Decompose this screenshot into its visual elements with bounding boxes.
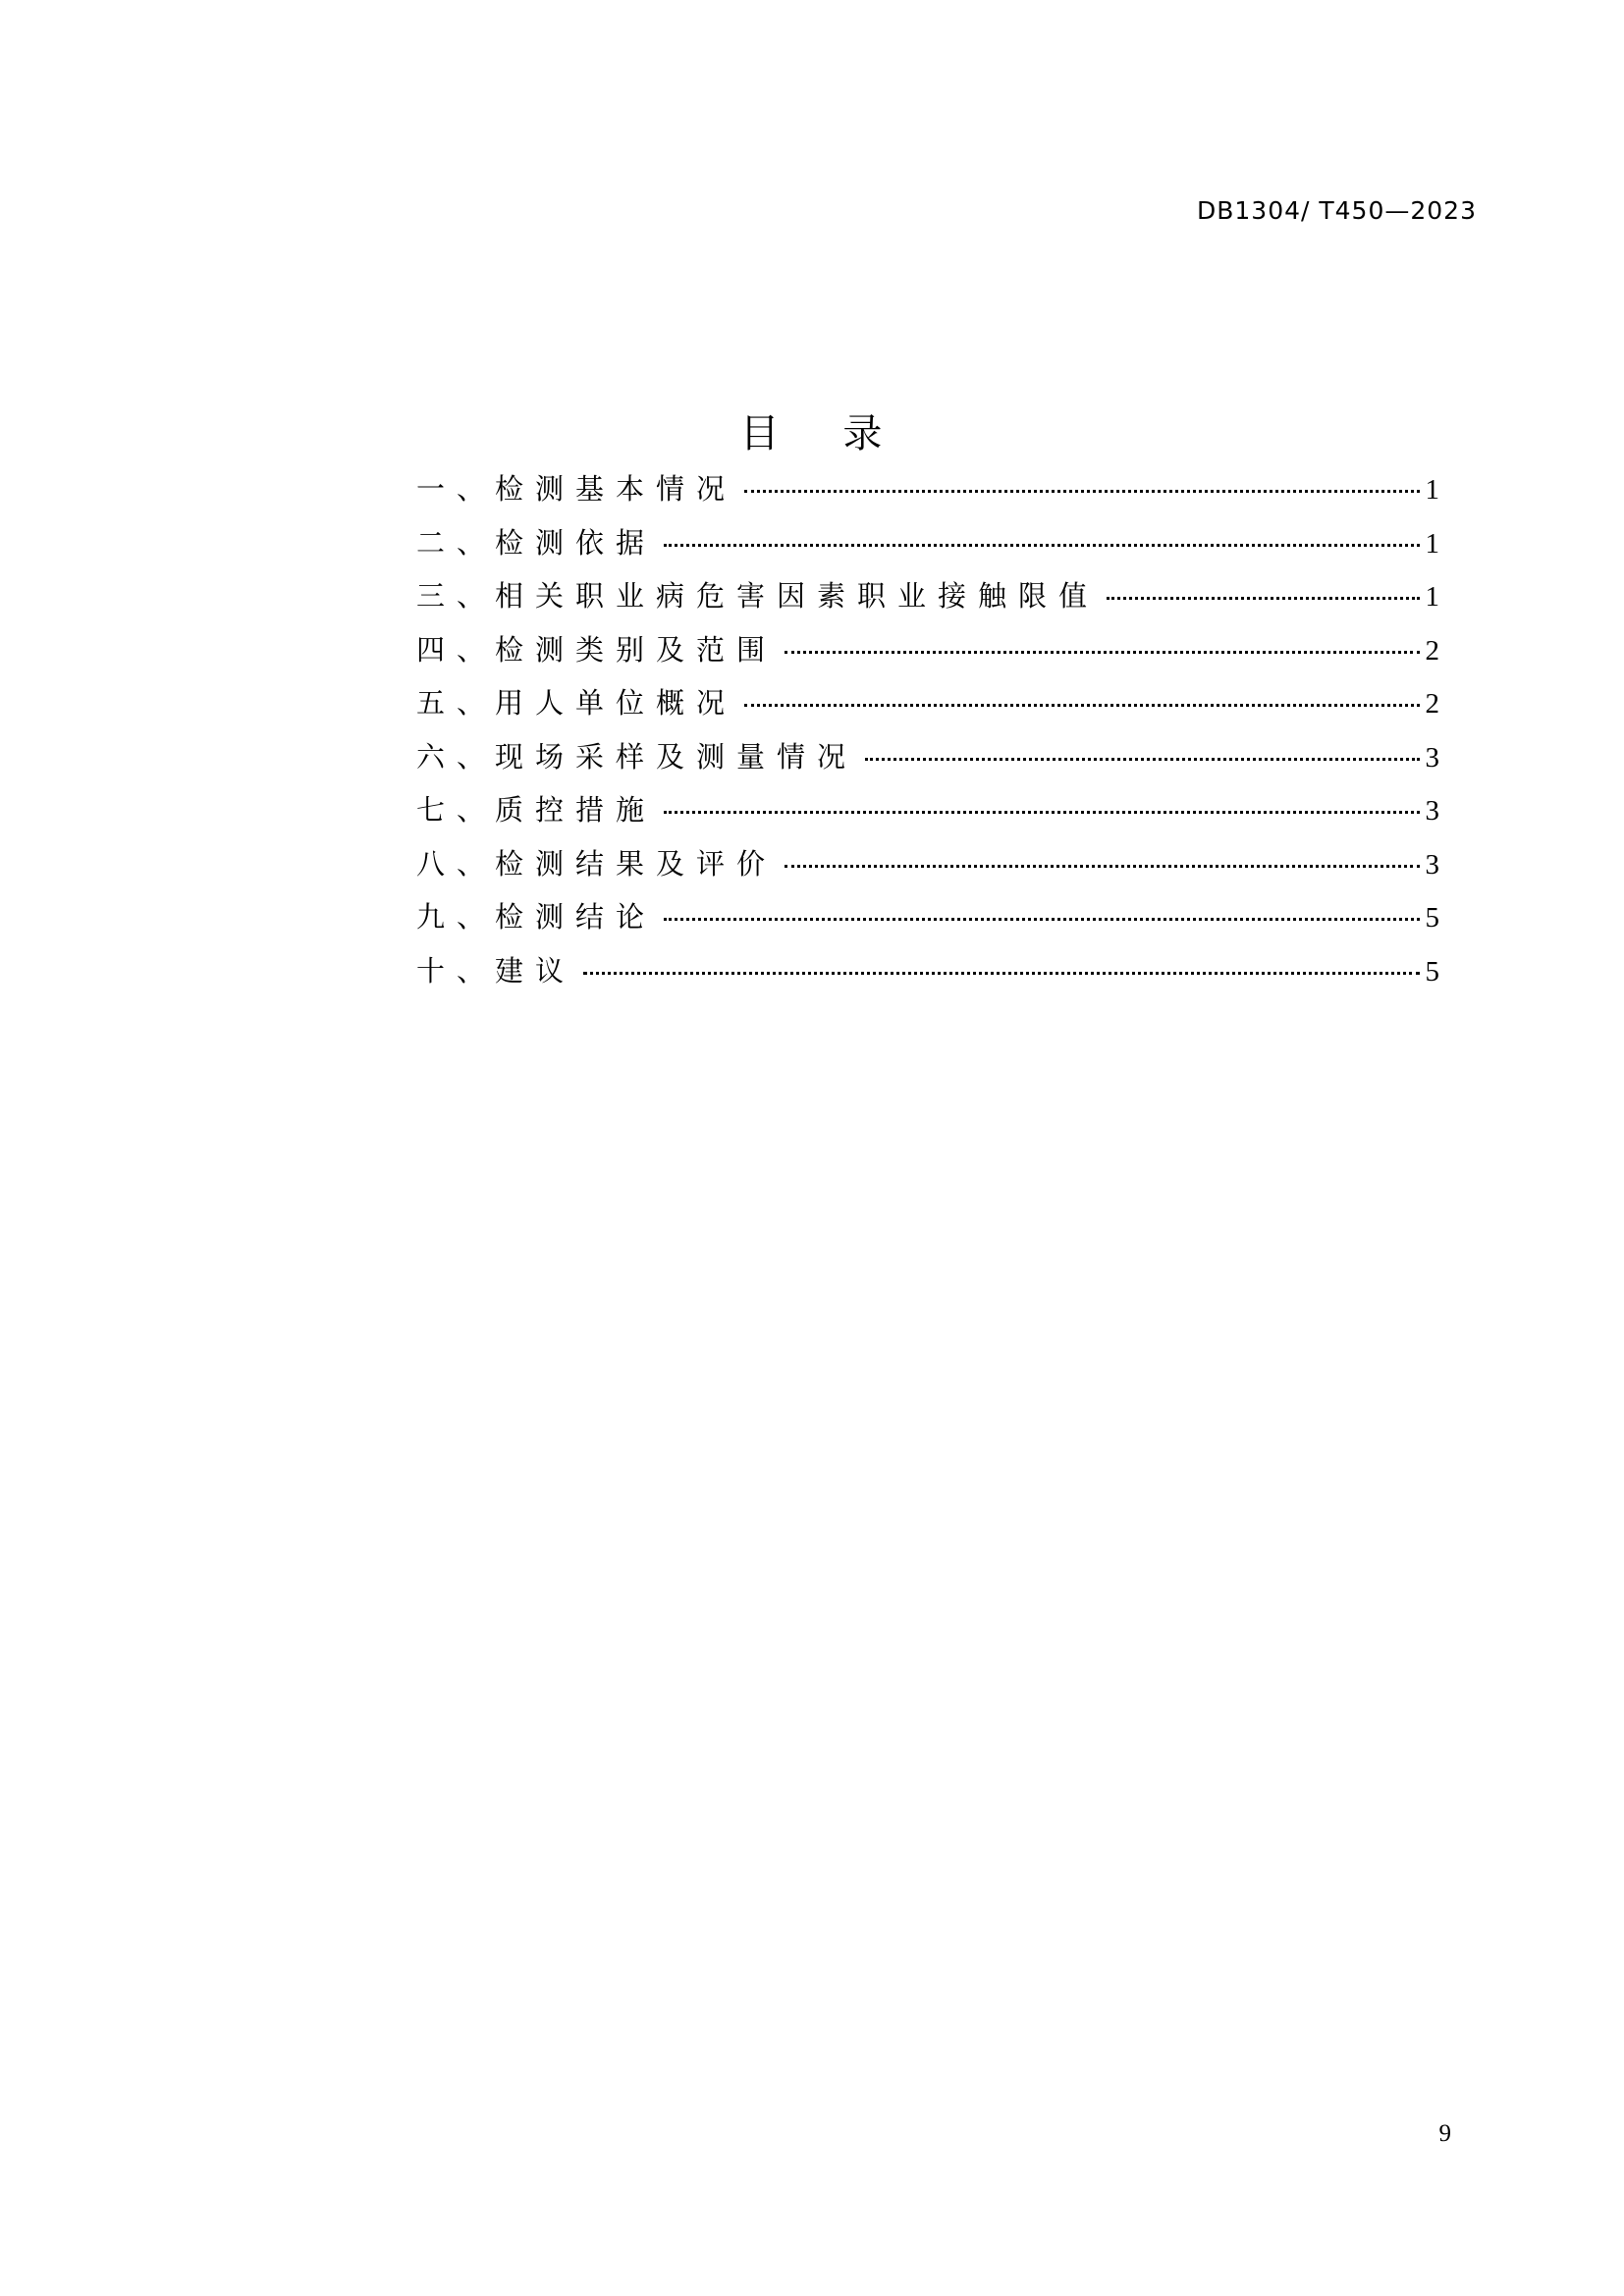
toc-entry[interactable] bbox=[416, 783, 1439, 837]
toc-entry-label: 质控措施 bbox=[495, 793, 657, 827]
toc-entry-label: 检测结果及评价 bbox=[495, 846, 778, 881]
dot-leader bbox=[664, 544, 1419, 547]
page-number: 9 bbox=[1438, 2120, 1451, 2147]
toc-entry[interactable] bbox=[416, 516, 1439, 570]
toc-entry-number: 六、 bbox=[416, 739, 498, 774]
toc-entry-page: 3 bbox=[1425, 848, 1439, 881]
toc-entry-number: 四、 bbox=[416, 632, 498, 667]
toc-entry-page: 5 bbox=[1425, 902, 1439, 934]
table-of-contents bbox=[416, 462, 1439, 997]
toc-entry-page: 5 bbox=[1425, 955, 1439, 988]
toc-entry[interactable] bbox=[416, 890, 1439, 944]
document-code: DB1304/ T450—2023 bbox=[1196, 196, 1477, 225]
toc-entry[interactable] bbox=[416, 944, 1439, 998]
dot-leader bbox=[664, 918, 1419, 921]
toc-title: 目 录 bbox=[739, 411, 885, 456]
toc-entry-number: 五、 bbox=[416, 686, 498, 720]
toc-entry-page: 2 bbox=[1425, 634, 1439, 667]
toc-entry-label: 检测结论 bbox=[495, 900, 657, 934]
dot-leader bbox=[1107, 597, 1419, 600]
toc-entry-page: 2 bbox=[1425, 688, 1439, 720]
toc-entry[interactable] bbox=[416, 730, 1439, 784]
toc-entry-number: 八、 bbox=[416, 846, 498, 881]
toc-entry-page: 1 bbox=[1425, 474, 1439, 506]
toc-entry[interactable] bbox=[416, 623, 1439, 677]
toc-entry[interactable] bbox=[416, 837, 1439, 891]
toc-entry-number: 二、 bbox=[416, 525, 498, 560]
dot-leader bbox=[785, 865, 1419, 868]
toc-entry-label: 检测基本情况 bbox=[495, 472, 737, 506]
toc-entry-page: 3 bbox=[1425, 795, 1439, 827]
toc-entry-page: 1 bbox=[1425, 527, 1439, 560]
toc-entry-label: 相关职业病危害因素职业接触限值 bbox=[495, 579, 1100, 613]
toc-entry-label: 建议 bbox=[495, 953, 576, 988]
toc-entry-number: 九、 bbox=[416, 900, 498, 934]
toc-entry[interactable] bbox=[416, 462, 1439, 516]
toc-entry-label: 检测依据 bbox=[495, 525, 657, 560]
toc-entry-label: 现场采样及测量情况 bbox=[495, 739, 858, 774]
toc-entry-number: 十、 bbox=[416, 953, 498, 988]
dot-leader bbox=[744, 490, 1419, 493]
toc-entry[interactable] bbox=[416, 569, 1439, 623]
dot-leader bbox=[583, 972, 1419, 975]
dot-leader bbox=[744, 704, 1419, 707]
toc-entry[interactable] bbox=[416, 676, 1439, 730]
toc-entry-number: 一、 bbox=[416, 472, 498, 506]
dot-leader bbox=[785, 651, 1419, 654]
toc-entry-page: 3 bbox=[1425, 741, 1439, 774]
toc-entry-number: 三、 bbox=[416, 579, 498, 613]
dot-leader bbox=[865, 758, 1419, 761]
dot-leader bbox=[664, 811, 1419, 814]
toc-entry-page: 1 bbox=[1425, 581, 1439, 613]
toc-entry-number: 七、 bbox=[416, 793, 498, 827]
toc-entry-label: 检测类别及范围 bbox=[495, 632, 778, 667]
toc-entry-label: 用人单位概况 bbox=[495, 686, 737, 720]
